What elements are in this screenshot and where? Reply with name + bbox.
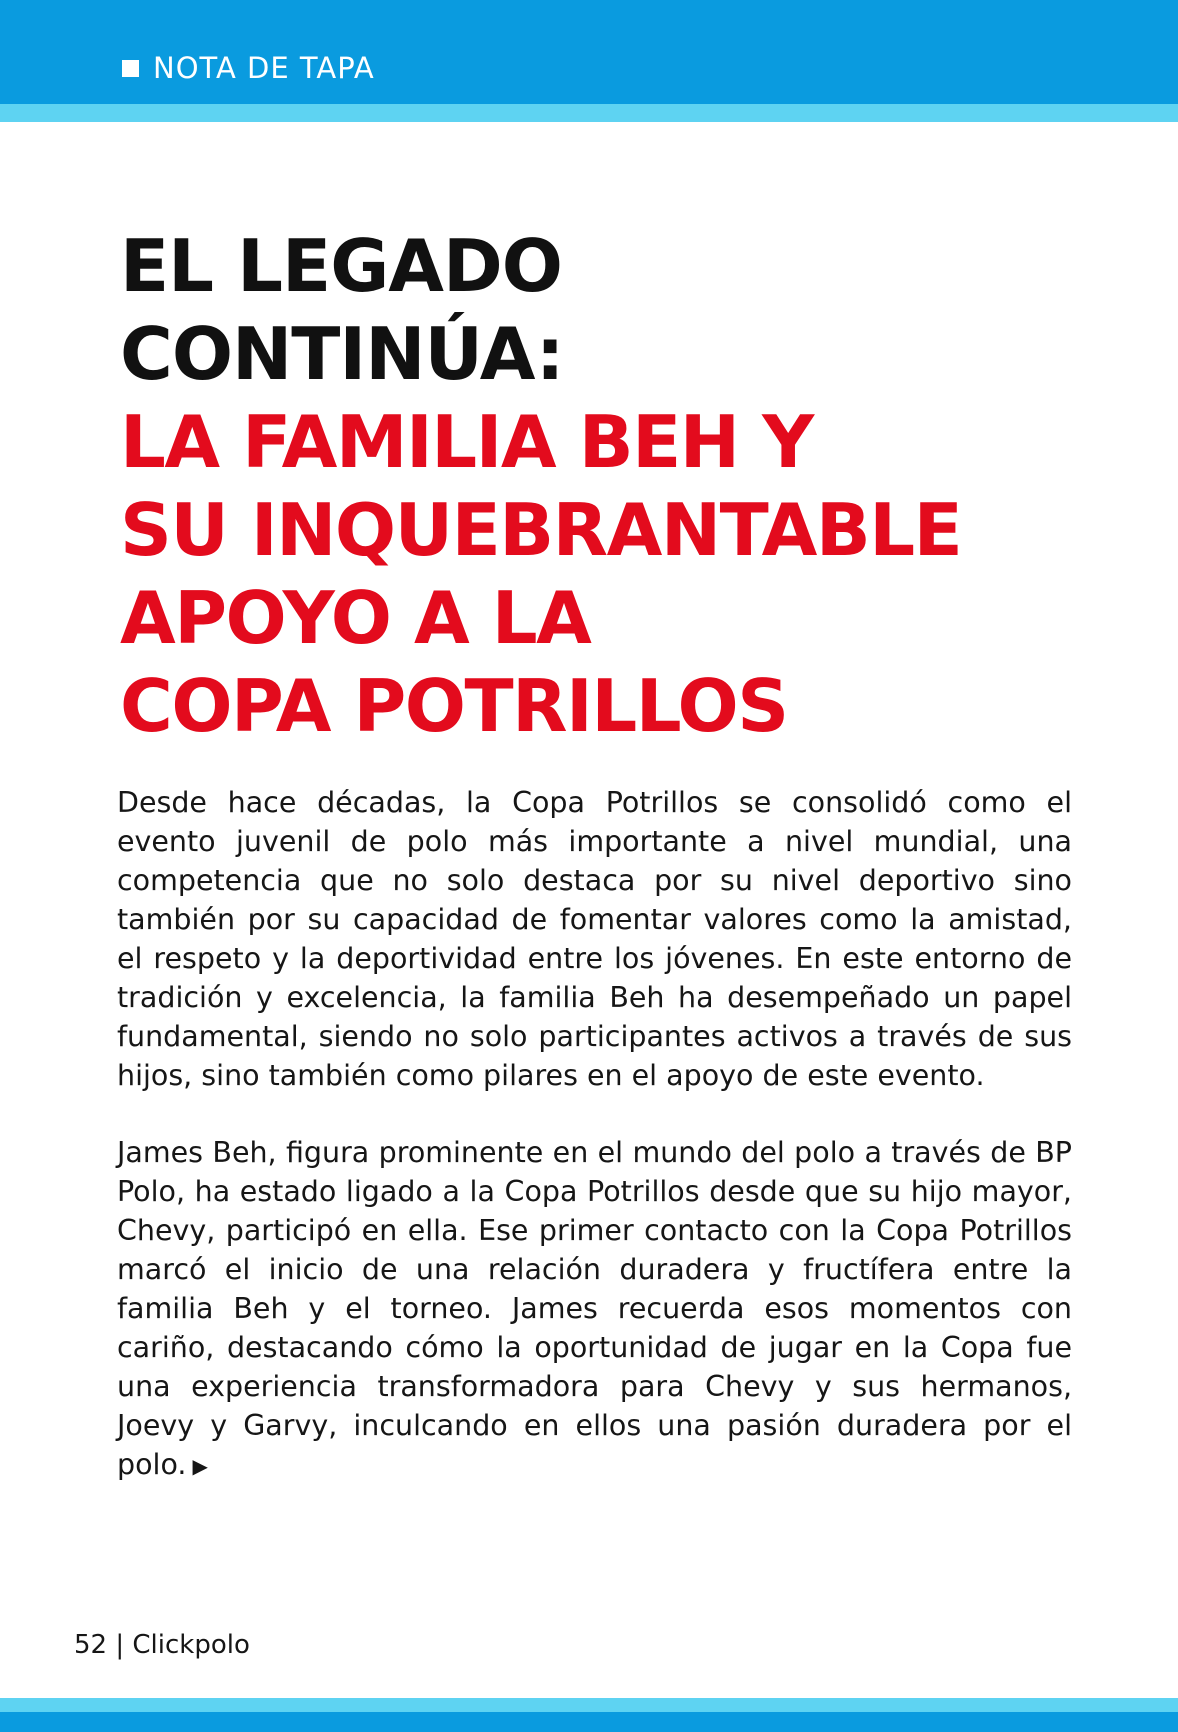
headline-line-2: CONTINÚA: <box>120 312 564 396</box>
paragraph-text: Desde hace décadas, la Copa Potrillos se consolidó como el evento juvenil de polo más importante a nivel mundial, una competencia que no solo destaca por su nivel deportivo sino también por su capacidad de fomentar valores como la amistad, el respeto y la deportividad entre los jóvenes. En este entorno de tradición y excelencia, la familia Beh ha desempeñado un papel fundamental, siendo no solo participantes activos a través de sus hijos, sino también como pilares en el apoyo de este evento. <box>117 786 1072 1092</box>
footer-separator: | <box>115 1630 125 1660</box>
paragraph-text: James Beh, figura prominente en el mundo del polo a través de BP Polo, ha estado ligado a la Copa Potrillos desde que su hijo mayor, Chevy, participó en ella. Ese primer contacto con la Copa Potrillos marcó el inicio de una relación duradera y fructífera entre la familia Beh y el torneo. James recuerda esos momentos con cariño, destacando cómo la oportunidad de jugar en la Copa fue una experiencia transformadora para Chevy y sus hermanos, Joevy y Garvy, inculcando en ellos una pasión duradera por el polo. <box>117 1136 1072 1481</box>
square-bullet-icon <box>122 60 139 77</box>
header-stripe <box>0 104 1178 122</box>
publication-name: Clickpolo <box>132 1630 250 1660</box>
footer-bar <box>0 1712 1178 1732</box>
article-body <box>117 783 1072 1524</box>
section-label: NOTA DE TAPA <box>153 51 375 85</box>
headline-line-1: EL LEGADO <box>120 224 562 308</box>
subheadline-line-3: APOYO A LA <box>120 576 591 660</box>
footer-stripe <box>0 1698 1178 1712</box>
section-tag <box>122 50 375 86</box>
page-number: 52 <box>74 1630 108 1660</box>
body-paragraph-1 <box>117 783 1072 1095</box>
article-headline <box>120 222 1080 750</box>
subheadline-line-4: COPA POTRILLOS <box>120 664 788 748</box>
subheadline-line-1: LA FAMILIA BEH Y <box>120 400 813 484</box>
continue-arrow-icon: ▶ <box>192 1453 208 1478</box>
page-footer <box>74 1628 250 1662</box>
body-paragraph-2 <box>117 1133 1072 1486</box>
subheadline-line-2: SU INQUEBRANTABLE <box>120 488 962 572</box>
